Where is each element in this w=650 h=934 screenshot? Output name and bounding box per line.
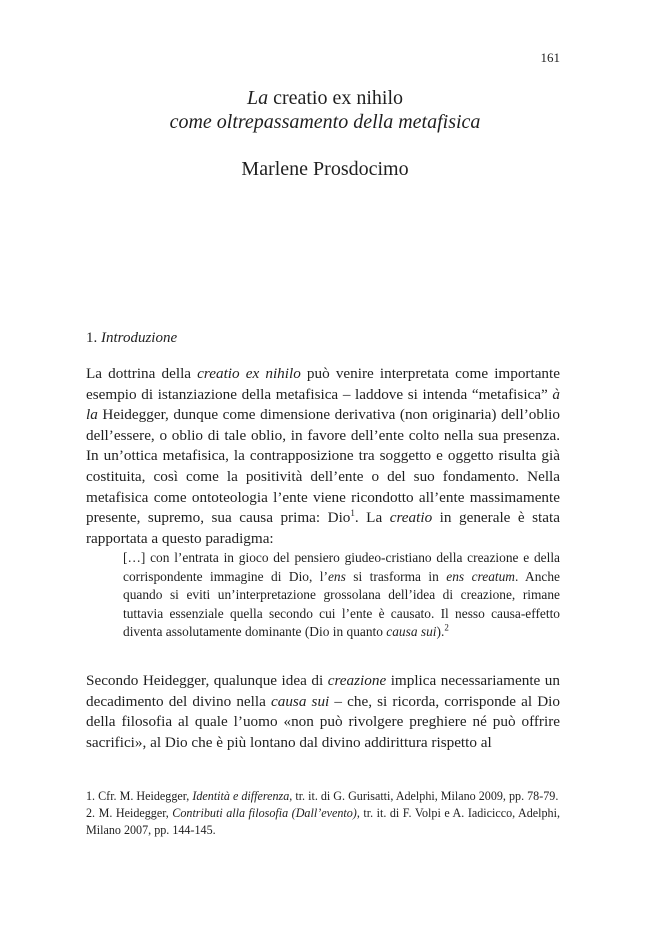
footnote-2: [86, 805, 560, 839]
footnote-1: [86, 788, 560, 805]
footnotes: [86, 788, 560, 839]
title-main-part: creatio ex nihilo: [268, 87, 404, 109]
title-italic-part: La: [246, 87, 269, 109]
text-run-italic: causa sui: [270, 692, 330, 710]
title-block: [0, 86, 650, 181]
author-name: Marlene Prosdocimo: [241, 158, 409, 180]
text-run: . Anche quando si eviti un’interpretazione grossolana dell’idea di creazione, rimane tuttavia essenziale quella secondo cui l’ente è causato. Il nesso causa-effetto diventa assolutamente dominante (Dio in quanto: [123, 568, 560, 640]
article-title: [0, 86, 650, 110]
footnote-ref-2[interactable]: 2: [444, 622, 449, 633]
text-run: Secondo Heidegger, qualunque idea di: [86, 672, 328, 689]
text-run: 2. M. Heidegger,: [86, 806, 173, 820]
article-subtitle: come oltrepassamento della metafisica: [169, 111, 481, 133]
text-run: – che, si ricorda, corrisponde al Dio della filosofia al quale l’uomo «non può rivolgere preghiere né può offrire sacrifici», al Dio che è più lontano dal divino addirittura rispetto al: [86, 692, 560, 751]
text-run-italic: ens: [327, 568, 346, 584]
text-run: […] con l’entrata in gioco del pensiero giudeo-cristiano della creazione e della corrispondente immagine di Dio, l’: [123, 550, 560, 584]
text-run-italic: creatio: [389, 509, 433, 527]
page-number: 161: [540, 50, 560, 65]
text-run-italic: ens creatum: [446, 568, 515, 584]
footnote-ref-1[interactable]: 1: [350, 508, 355, 519]
body-paragraph-2: [86, 671, 560, 753]
text-run: La dottrina della: [86, 365, 198, 382]
text-run: , tr. it. di G. Gurisatti, Adelphi, Milano 2009, pp. 78-79.: [289, 789, 559, 803]
text-run: . La: [354, 509, 390, 527]
text-run-italic: creatio ex nihilo: [197, 365, 301, 382]
text-run-italic: creazione: [327, 672, 387, 689]
text-run: 1. Cfr. M. Heidegger,: [86, 789, 193, 803]
text-run: può venire interpretata come importante esempio di istanziazione della metafisica – laddove si intenda “metafisica”: [86, 365, 560, 403]
text-run-italic: Identità e differenza: [192, 789, 290, 803]
section-title: Introduzione: [101, 330, 178, 346]
body-paragraph-1: [86, 364, 560, 549]
text-run-italic: causa sui: [386, 624, 437, 640]
block-quote: [123, 549, 560, 642]
section-heading: [86, 330, 177, 347]
text-run: implica necessariamente un decadimento del divino nella: [86, 672, 560, 710]
text-run: si trasforma in: [345, 568, 447, 584]
section-number: 1.: [86, 330, 101, 346]
text-run: in generale è stata rapportata a questo paradigma:: [86, 509, 560, 547]
text-run-italic: Contributi alla filosofia (Dall’evento): [172, 806, 357, 820]
text-run: , tr. it. di F. Volpi e A. Iadicicco, Adelphi, Milano 2007, pp. 144-145.: [86, 806, 560, 837]
text-run: ).: [436, 624, 445, 640]
text-run-italic: à la: [86, 385, 560, 424]
text-run: Heidegger, dunque come dimensione derivativa (non originaria) dell’oblio dell’essere, o oblio di tale oblio, in favore dell’ente colto nella sua presenza. In un’ottica metafisica, la contrapposizione tra soggetto e oggetto risulta già costituita, così come la positività dell’ente o del suo fondamento. Nella metafisica come ontoteologia l’ente viene ricondotto all’ente massimamente presente, supremo, sua causa prima: Dio: [86, 406, 560, 527]
